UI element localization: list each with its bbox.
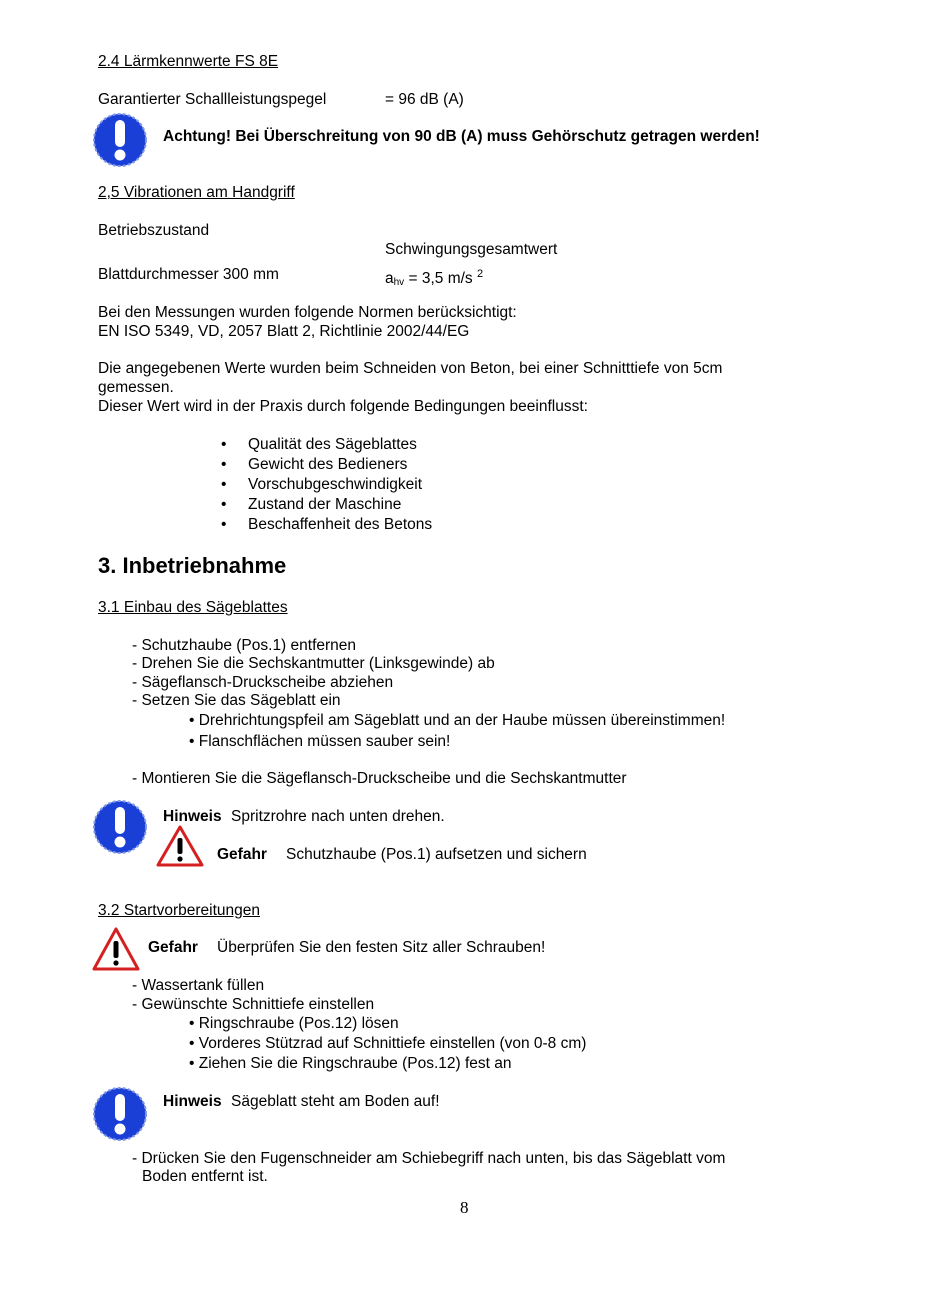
hint-text: Sägeblatt steht am Boden auf! (231, 1093, 440, 1110)
section-3-1-heading: 3.1 Einbau des Sägeblattes (98, 599, 288, 616)
step-item: - Schutzhaube (Pos.1) entfernen (132, 637, 357, 654)
hint-label: Hinweis (163, 808, 222, 825)
mandatory-exclamation-icon (92, 1086, 148, 1142)
blade-diameter-label: Blattdurchmesser 300 mm (98, 266, 279, 283)
final-step-line2: Boden entfernt ist. (142, 1168, 268, 1185)
step-item: - Sägeflansch-Druckscheibe abziehen (132, 674, 394, 691)
sound-power-label: Garantierter Schallleistungspegel (98, 91, 327, 108)
danger-label: Gefahr (217, 846, 267, 863)
hint-text: Spritzrohre nach unten drehen. (231, 808, 445, 825)
sub-bullet-item: • Vorderes Stützrad auf Schnittiefe einstellen (von 0-8 cm) (189, 1035, 587, 1052)
step-item: - Gewünschte Schnittiefe einstellen (132, 996, 375, 1013)
operating-state-label: Betriebszustand (98, 222, 210, 239)
norms-intro: Bei den Messungen wurden folgende Normen berücksichtigt: (98, 304, 517, 321)
section-3-2-heading: 3.2 Startvorbereitungen (98, 902, 260, 919)
measurement-paragraph-line3: Dieser Wert wird in der Praxis durch folgende Bedingungen beeinflusst: (98, 398, 588, 415)
step-item: - Setzen Sie das Sägeblatt ein (132, 692, 341, 709)
measurement-paragraph-line2: gemessen. (98, 379, 174, 396)
chapter-3-heading: 3. Inbetriebnahme (98, 553, 287, 578)
step-item: - Wassertank füllen (132, 977, 265, 994)
noise-warning-text: Achtung! Bei Überschreitung von 90 dB (A) muss Gehörschutz getragen werden! (163, 128, 760, 145)
list-item: Qualität des Sägeblattes (248, 436, 417, 453)
vibration-column-header: Schwingungsgesamtwert (385, 241, 558, 258)
section-2-4-heading: 2.4 Lärmkennwerte FS 8E (98, 53, 279, 70)
danger-text: Überprüfen Sie den festen Sitz aller Schrauben! (217, 939, 546, 956)
bullet-dot: • (221, 516, 227, 533)
sub-bullet-item: • Ziehen Sie die Ringschraube (Pos.12) fest an (189, 1055, 512, 1072)
sub-bullet-item: • Flanschflächen müssen sauber sein! (189, 733, 451, 750)
warning-triangle-icon (91, 926, 141, 972)
list-item: Vorschubgeschwindigkeit (248, 476, 423, 493)
norms-list: EN ISO 5349, VD, 2057 Blatt 2, Richtlinie 2002/44/EG (98, 323, 470, 340)
final-step-line1: - Drücken Sie den Fugenschneider am Schiebegriff nach unten, bis das Sägeblatt vom (132, 1150, 726, 1167)
sound-power-value: = 96 dB (A) (385, 91, 464, 108)
danger-label: Gefahr (148, 939, 198, 956)
step-item: - Montieren Sie die Sägeflansch-Druckscheibe und die Sechskantmutter (132, 770, 627, 787)
sub-bullet-item: • Ringschraube (Pos.12) lösen (189, 1015, 399, 1032)
list-item: Beschaffenheit des Betons (248, 516, 433, 533)
page-number: 8 (460, 1198, 469, 1217)
vibration-value: $a_{hv} = 3,5$ m/s $^2$ (385, 268, 484, 288)
list-item: Gewicht des Bedieners (248, 456, 408, 473)
section-2-5-heading: 2,5 Vibrationen am Handgriff (98, 184, 295, 201)
list-item: Zustand der Maschine (248, 496, 402, 513)
step-item: - Drehen Sie die Sechskantmutter (Linksgewinde) ab (132, 655, 495, 672)
mandatory-exclamation-icon (92, 799, 148, 855)
sub-bullet-item: • Drehrichtungspfeil am Sägeblatt und an der Haube müssen übereinstimmen! (189, 712, 726, 729)
bullet-dot: • (221, 496, 227, 513)
warning-triangle-icon (155, 824, 205, 868)
mandatory-exclamation-icon (92, 112, 148, 168)
bullet-dot: • (221, 436, 227, 453)
measurement-paragraph-line1: Die angegebenen Werte wurden beim Schneiden von Beton, bei einer Schnitttiefe von 5cm (98, 360, 723, 377)
bullet-dot: • (221, 456, 227, 473)
hint-label: Hinweis (163, 1093, 222, 1110)
danger-text: Schutzhaube (Pos.1) aufsetzen und sichern (286, 846, 587, 863)
bullet-dot: • (221, 476, 227, 493)
